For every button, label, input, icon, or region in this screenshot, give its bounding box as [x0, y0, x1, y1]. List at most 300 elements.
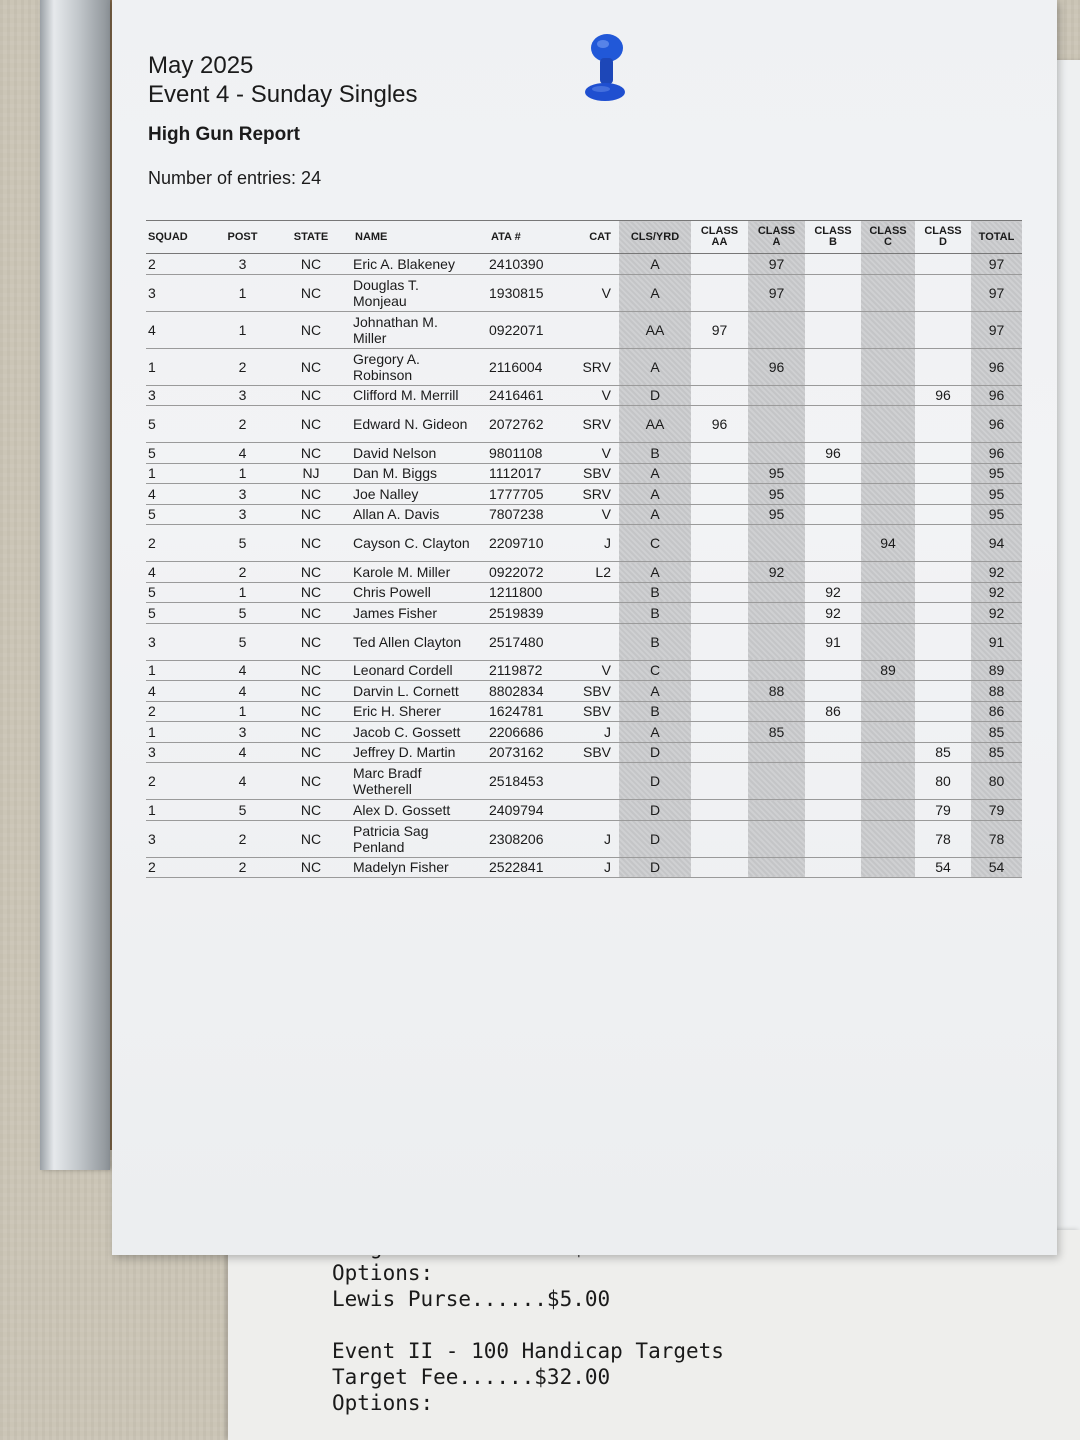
cell-squad: 2 — [146, 254, 210, 275]
board-frame — [40, 0, 110, 1170]
cell-a: 92 — [748, 562, 805, 583]
cell-total: 85 — [971, 742, 1022, 763]
cell-cat: V — [577, 660, 619, 681]
cell-post: 2 — [210, 348, 275, 385]
cell-cls: A — [619, 722, 691, 743]
cell-b — [805, 820, 861, 857]
cell-c: 94 — [861, 525, 915, 562]
cell-total: 92 — [971, 603, 1022, 624]
table-row — [146, 742, 1022, 763]
cell-total: 94 — [971, 525, 1022, 562]
cell-d — [915, 701, 971, 722]
cell-ata: 2073162 — [475, 742, 577, 763]
cell-aa — [691, 603, 748, 624]
cell-d — [915, 406, 971, 443]
table-row — [146, 681, 1022, 702]
cell-cls: A — [619, 681, 691, 702]
cell-a — [748, 820, 805, 857]
cell-name: Ted Allen Clayton — [347, 623, 475, 660]
sheet-line: Options: — [332, 1261, 434, 1285]
cell-aa: 97 — [691, 311, 748, 348]
cell-cls: B — [619, 701, 691, 722]
cell-cls: A — [619, 504, 691, 525]
cell-b — [805, 763, 861, 800]
cell-squad: 2 — [146, 763, 210, 800]
cell-post: 3 — [210, 504, 275, 525]
cell-d — [915, 311, 971, 348]
cell-a — [748, 443, 805, 464]
cell-cls: D — [619, 820, 691, 857]
header-row — [146, 221, 1022, 254]
cell-c — [861, 763, 915, 800]
cell-state: NC — [275, 660, 347, 681]
table-row — [146, 820, 1022, 857]
table-row — [146, 484, 1022, 505]
cell-aa — [691, 800, 748, 821]
cell-aa — [691, 820, 748, 857]
cell-aa — [691, 660, 748, 681]
table-row — [146, 660, 1022, 681]
cell-state: NC — [275, 525, 347, 562]
cell-state: NC — [275, 504, 347, 525]
cell-squad: 5 — [146, 443, 210, 464]
cell-a — [748, 800, 805, 821]
cell-a: 88 — [748, 681, 805, 702]
cell-name: Alex D. Gossett — [347, 800, 475, 821]
cell-name: Edward N. Gideon — [347, 406, 475, 443]
cell-ata: 0922072 — [475, 562, 577, 583]
cell-c — [861, 742, 915, 763]
cell-cls: B — [619, 603, 691, 624]
cell-post: 2 — [210, 820, 275, 857]
cell-state: NC — [275, 722, 347, 743]
cell-d: 85 — [915, 742, 971, 763]
sheet-line: Event II - 100 Handicap Targets — [332, 1339, 724, 1363]
table-row — [146, 311, 1022, 348]
cell-cls: A — [619, 484, 691, 505]
cell-b — [805, 660, 861, 681]
cell-ata: 2522841 — [475, 857, 577, 878]
table-row — [146, 443, 1022, 464]
cell-cat: SRV — [577, 348, 619, 385]
cell-total: 96 — [971, 443, 1022, 464]
cell-state: NC — [275, 443, 347, 464]
sheet-line: Target Fee......$32.00 — [332, 1365, 611, 1389]
cell-c — [861, 582, 915, 603]
table-row — [146, 562, 1022, 583]
cell-post: 1 — [210, 463, 275, 484]
table-row — [146, 623, 1022, 660]
cell-a: 97 — [748, 274, 805, 311]
cell-a: 85 — [748, 722, 805, 743]
cell-d — [915, 525, 971, 562]
report-header — [148, 52, 418, 189]
cell-c — [861, 348, 915, 385]
cell-total: 88 — [971, 681, 1022, 702]
cell-squad: 3 — [146, 385, 210, 406]
cell-name: Joe Nalley — [347, 484, 475, 505]
cell-post: 4 — [210, 443, 275, 464]
cell-post: 2 — [210, 857, 275, 878]
cell-cat: SBV — [577, 463, 619, 484]
cell-a: 95 — [748, 504, 805, 525]
cell-ata: 2409794 — [475, 800, 577, 821]
cell-state: NC — [275, 562, 347, 583]
cell-c — [861, 701, 915, 722]
cell-state: NC — [275, 701, 347, 722]
col-class-a: CLASS A — [748, 221, 805, 254]
cell-ata: 1112017 — [475, 463, 577, 484]
table-row — [146, 857, 1022, 878]
table-row — [146, 763, 1022, 800]
cell-aa — [691, 582, 748, 603]
cell-name: James Fisher — [347, 603, 475, 624]
cell-cat: V — [577, 504, 619, 525]
cell-b — [805, 385, 861, 406]
table-row — [146, 406, 1022, 443]
sheet-line: Options: — [332, 1391, 434, 1415]
cell-d — [915, 722, 971, 743]
cell-cat — [577, 582, 619, 603]
table-row — [146, 274, 1022, 311]
table-row — [146, 385, 1022, 406]
cell-total: 96 — [971, 406, 1022, 443]
cell-squad: 5 — [146, 603, 210, 624]
cell-cls: A — [619, 348, 691, 385]
cell-aa — [691, 763, 748, 800]
col-name: NAME — [347, 221, 475, 254]
cell-d — [915, 681, 971, 702]
cell-ata: 8802834 — [475, 681, 577, 702]
cell-b — [805, 742, 861, 763]
cell-cat — [577, 311, 619, 348]
cell-post: 3 — [210, 722, 275, 743]
cell-cls: D — [619, 742, 691, 763]
cell-b: 92 — [805, 603, 861, 624]
cell-squad: 3 — [146, 274, 210, 311]
cell-aa — [691, 385, 748, 406]
col-squad: SQUAD — [146, 221, 210, 254]
col-state: STATE — [275, 221, 347, 254]
cell-aa — [691, 722, 748, 743]
cell-c: 89 — [861, 660, 915, 681]
cell-post: 3 — [210, 385, 275, 406]
cell-b — [805, 406, 861, 443]
cell-post: 4 — [210, 763, 275, 800]
cell-cls: AA — [619, 406, 691, 443]
cell-state: NC — [275, 603, 347, 624]
col-class-d: CLASS D — [915, 221, 971, 254]
cell-post: 1 — [210, 582, 275, 603]
cell-state: NC — [275, 406, 347, 443]
cell-squad: 5 — [146, 504, 210, 525]
cell-state: NC — [275, 385, 347, 406]
cell-squad: 1 — [146, 348, 210, 385]
cell-name: Gregory A. Robinson — [347, 348, 475, 385]
cell-b — [805, 562, 861, 583]
cell-post: 4 — [210, 681, 275, 702]
cell-ata: 1777705 — [475, 484, 577, 505]
cell-d — [915, 254, 971, 275]
cell-name: Patricia Sag Penland — [347, 820, 475, 857]
cell-cls: D — [619, 800, 691, 821]
cell-state: NC — [275, 681, 347, 702]
cell-post: 2 — [210, 406, 275, 443]
cell-state: NC — [275, 484, 347, 505]
cell-c — [861, 623, 915, 660]
cell-b — [805, 274, 861, 311]
cell-b — [805, 484, 861, 505]
cell-b — [805, 348, 861, 385]
cell-cat: SRV — [577, 484, 619, 505]
cell-ata: 2209710 — [475, 525, 577, 562]
cell-total: 96 — [971, 385, 1022, 406]
cell-a — [748, 311, 805, 348]
cell-cat — [577, 254, 619, 275]
cell-c — [861, 681, 915, 702]
cell-squad: 1 — [146, 660, 210, 681]
cell-name: Jacob C. Gossett — [347, 722, 475, 743]
cell-aa — [691, 274, 748, 311]
cell-c — [861, 406, 915, 443]
cell-aa — [691, 857, 748, 878]
cell-total: 54 — [971, 857, 1022, 878]
cell-b — [805, 463, 861, 484]
cell-squad: 4 — [146, 311, 210, 348]
cell-a — [748, 660, 805, 681]
cell-c — [861, 562, 915, 583]
sheet-line: Lewis Purse......$5.00 — [332, 1287, 611, 1311]
cell-aa — [691, 463, 748, 484]
cell-name: Eric H. Sherer — [347, 701, 475, 722]
cell-c — [861, 857, 915, 878]
cell-state: NC — [275, 742, 347, 763]
cell-name: David Nelson — [347, 443, 475, 464]
cell-ata: 2518453 — [475, 763, 577, 800]
cell-ata: 2206686 — [475, 722, 577, 743]
cell-total: 96 — [971, 348, 1022, 385]
table-row — [146, 582, 1022, 603]
cell-b — [805, 311, 861, 348]
cell-d: 78 — [915, 820, 971, 857]
cell-total: 92 — [971, 582, 1022, 603]
cell-aa — [691, 484, 748, 505]
table-row — [146, 722, 1022, 743]
cell-c — [861, 274, 915, 311]
cell-post: 2 — [210, 562, 275, 583]
cell-a — [748, 385, 805, 406]
cell-cat: J — [577, 857, 619, 878]
cell-ata: 2416461 — [475, 385, 577, 406]
cell-squad: 4 — [146, 681, 210, 702]
cell-a: 96 — [748, 348, 805, 385]
cell-name: Clifford M. Merrill — [347, 385, 475, 406]
cell-name: Marc Bradf Wetherell — [347, 763, 475, 800]
cell-squad: 2 — [146, 857, 210, 878]
cell-aa — [691, 443, 748, 464]
cell-b — [805, 857, 861, 878]
cell-cat: SBV — [577, 742, 619, 763]
cell-aa — [691, 254, 748, 275]
cell-d — [915, 463, 971, 484]
cell-post: 5 — [210, 525, 275, 562]
col-ata: ATA # — [475, 221, 577, 254]
cell-name: Douglas T. Monjeau — [347, 274, 475, 311]
cell-d — [915, 504, 971, 525]
cell-cat: J — [577, 820, 619, 857]
cell-b — [805, 722, 861, 743]
cell-a — [748, 525, 805, 562]
cell-d — [915, 443, 971, 464]
cell-cls: B — [619, 443, 691, 464]
cell-total: 79 — [971, 800, 1022, 821]
cell-cat — [577, 623, 619, 660]
cell-total: 92 — [971, 562, 1022, 583]
cell-d: 96 — [915, 385, 971, 406]
col-cat: CAT — [577, 221, 619, 254]
cell-cat: SBV — [577, 681, 619, 702]
cell-a — [748, 603, 805, 624]
cell-c — [861, 385, 915, 406]
cell-squad: 1 — [146, 463, 210, 484]
cell-total: 89 — [971, 660, 1022, 681]
underlying-sheet-text — [332, 1234, 724, 1416]
cell-cls: D — [619, 763, 691, 800]
cell-a — [748, 857, 805, 878]
cell-ata: 1211800 — [475, 582, 577, 603]
cell-ata: 2308206 — [475, 820, 577, 857]
cell-b — [805, 504, 861, 525]
cell-post: 1 — [210, 274, 275, 311]
cell-a: 95 — [748, 463, 805, 484]
col-class-aa: CLASS AA — [691, 221, 748, 254]
cell-squad: 1 — [146, 722, 210, 743]
cell-post: 4 — [210, 742, 275, 763]
cell-d — [915, 274, 971, 311]
cell-cls: A — [619, 274, 691, 311]
cell-total: 97 — [971, 274, 1022, 311]
col-cls-yrd: CLS/YRD — [619, 221, 691, 254]
cell-cls: A — [619, 463, 691, 484]
cell-squad: 3 — [146, 742, 210, 763]
cell-state: NC — [275, 800, 347, 821]
cell-state: NC — [275, 857, 347, 878]
cell-aa — [691, 701, 748, 722]
cell-total: 97 — [971, 254, 1022, 275]
cell-name: Dan M. Biggs — [347, 463, 475, 484]
cell-name: Karole M. Miller — [347, 562, 475, 583]
cell-b: 91 — [805, 623, 861, 660]
cell-state: NC — [275, 623, 347, 660]
cell-ata: 2072762 — [475, 406, 577, 443]
cell-squad: 5 — [146, 582, 210, 603]
cell-state: NJ — [275, 463, 347, 484]
cell-total: 95 — [971, 484, 1022, 505]
cell-cls: D — [619, 857, 691, 878]
cell-state: NC — [275, 582, 347, 603]
cell-aa: 96 — [691, 406, 748, 443]
cell-cat — [577, 603, 619, 624]
cell-name: Leonard Cordell — [347, 660, 475, 681]
cell-cat — [577, 800, 619, 821]
cell-state: NC — [275, 820, 347, 857]
cell-a — [748, 742, 805, 763]
cell-c — [861, 722, 915, 743]
cell-b: 86 — [805, 701, 861, 722]
cell-ata: 2119872 — [475, 660, 577, 681]
cell-cls: C — [619, 660, 691, 681]
table-row — [146, 463, 1022, 484]
table-row — [146, 701, 1022, 722]
cell-aa — [691, 681, 748, 702]
cell-name: Jeffrey D. Martin — [347, 742, 475, 763]
cell-total: 97 — [971, 311, 1022, 348]
cell-a — [748, 763, 805, 800]
cell-aa — [691, 348, 748, 385]
cell-aa — [691, 504, 748, 525]
table-row — [146, 504, 1022, 525]
cell-name: Eric A. Blakeney — [347, 254, 475, 275]
cell-post: 3 — [210, 254, 275, 275]
cell-cat: V — [577, 443, 619, 464]
cell-total: 86 — [971, 701, 1022, 722]
cell-cat: V — [577, 385, 619, 406]
cell-cls: B — [619, 623, 691, 660]
cell-d: 79 — [915, 800, 971, 821]
table-row — [146, 603, 1022, 624]
table-row — [146, 800, 1022, 821]
cell-c — [861, 800, 915, 821]
cell-cls: D — [619, 385, 691, 406]
cell-ata: 2410390 — [475, 254, 577, 275]
report-title: High Gun Report — [148, 124, 300, 145]
col-post: POST — [210, 221, 275, 254]
cell-post: 5 — [210, 623, 275, 660]
cell-ata: 2517480 — [475, 623, 577, 660]
cell-b: 92 — [805, 582, 861, 603]
cell-a: 95 — [748, 484, 805, 505]
cell-d — [915, 484, 971, 505]
cell-post: 4 — [210, 660, 275, 681]
cell-ata: 2116004 — [475, 348, 577, 385]
cell-total: 80 — [971, 763, 1022, 800]
cell-post: 5 — [210, 603, 275, 624]
cell-total: 95 — [971, 504, 1022, 525]
cell-ata: 1624781 — [475, 701, 577, 722]
cell-cls: B — [619, 582, 691, 603]
cell-cls: A — [619, 562, 691, 583]
cell-aa — [691, 562, 748, 583]
cell-ata: 1930815 — [475, 274, 577, 311]
cell-d — [915, 623, 971, 660]
report-event: Event 4 - Sunday Singles — [148, 81, 418, 108]
cell-cat: L2 — [577, 562, 619, 583]
table-row — [146, 525, 1022, 562]
sheet-line — [332, 1312, 724, 1338]
cell-cat: J — [577, 525, 619, 562]
cell-cat: J — [577, 722, 619, 743]
cell-ata: 7807238 — [475, 504, 577, 525]
cell-a: 97 — [748, 254, 805, 275]
cell-squad: 5 — [146, 406, 210, 443]
cell-post: 1 — [210, 701, 275, 722]
cell-a — [748, 406, 805, 443]
cell-aa — [691, 623, 748, 660]
col-class-b: CLASS B — [805, 221, 861, 254]
cell-state: NC — [275, 254, 347, 275]
results-table — [146, 220, 1022, 878]
report-month: May 2025 — [148, 52, 254, 79]
